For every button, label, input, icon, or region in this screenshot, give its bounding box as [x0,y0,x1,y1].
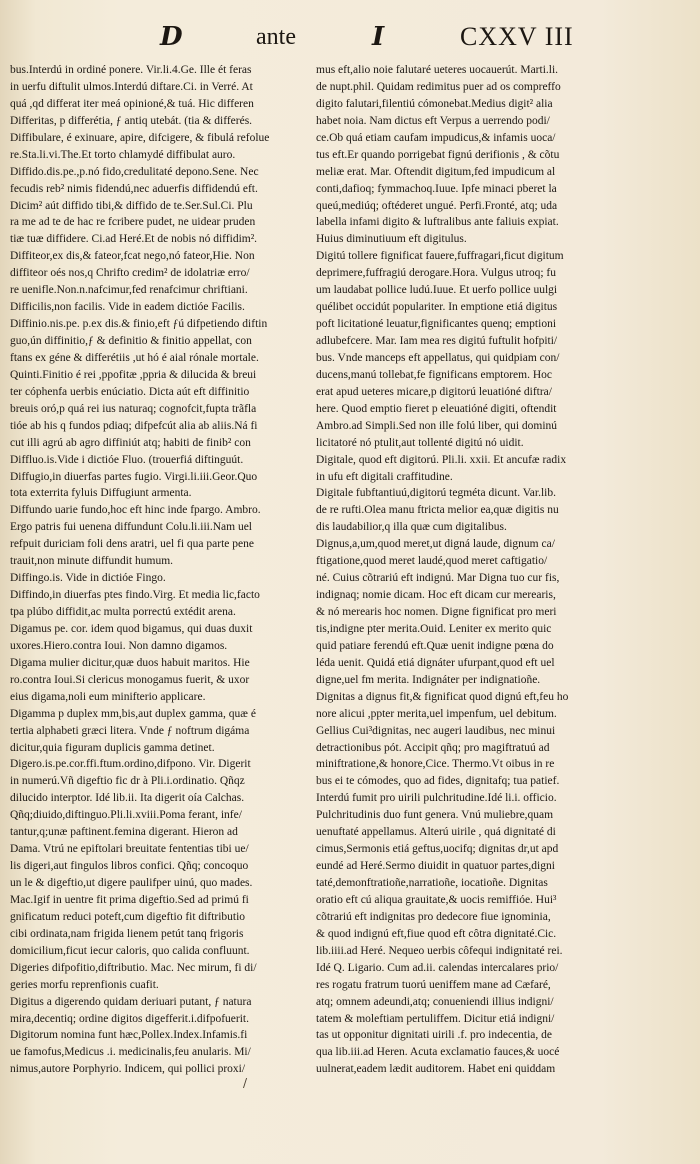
text-line: licitatoré nó ptulit,aut tollenté digitú nó uidit. [316,436,524,449]
text-line: Interdú fumit pro uirili pulchritudine.Idé li.i. officio. [316,792,557,805]
text-line: Qñq;diuido,diftinguo.Pli.li.xviii.Poma ferant, infe/ [10,809,242,822]
text-line: Dama. Vtrú ne epiftolari breuitate fententias tibi ue/ [10,843,249,856]
text-line: ce.Ob quá etiam caufam impudicus,& infamis uoca/ [316,131,556,144]
text-line: mus eft,alio noie falutaré ueteres uocauerút. Marti.li. [316,64,559,76]
text-line: fecudis reb² nimis fidendú,nec aduerfis diffidendú eft. [10,182,258,195]
text-line: uxores.Hiero.contra Ioui. Non damno digamos. [10,639,228,652]
text-line: Idé Q. Ligario. Cum ad.ii. calendas intercalares prio/ [316,961,559,974]
text-line: Differitas, p differétia, ƒ antiq utebát. (tia & differés. [10,114,253,127]
text-line: dicitur,quia figuram duplicis gamma detinet. [10,741,215,754]
text-line: Huius diminutiuum eft digitulus. [316,233,467,246]
text-line: here. Quod emptio fieret p eleuatióné digiti, oftendit [316,402,557,415]
text-line: um laudabat pollice ludú.Iuue. Et uerfo pollice uulgi [316,284,558,297]
text-line: ftans ex géne & differétiis ,ut hó é aial rónale mortale. [10,351,259,364]
text-line: tióe ab his q fundos pdiaq; difpefcút alia ab aliis.Ná fi [10,419,258,432]
text-line: refpuit duriciam foli dens aratri, uel fi qua parte pene [10,538,254,551]
text-line: tis,indigne pter merita.Ouid. Leniter ex merito quic [316,622,552,635]
text-line: Dignus,a,um,quod meret,ut digná laude, dignum ca/ [316,538,555,551]
text-line: cimus,Sermonis etiá geftus,uocifq; dignitas dr,ut apd [316,843,559,856]
text-line: erat apud ueteres micare,p digitorú leuatióné diftra/ [316,385,552,398]
right-text-column [316,62,686,1078]
text-line: bus ei te cómodes, quo ad fides, dignitafq; tua patief. [316,775,560,788]
text-line: geries morfu reprenfionis cuafit. [10,978,159,991]
text-line: cibi ordinata,nam frigida lienem petút tanq frigoris [10,927,244,940]
text-line: Dignitas a dignus fit,& fignificat quod dignú eft,feu ho [316,690,569,703]
text-line: qua lib.iii.ad Heren. Acuta exclamatio fauces,& uocé [316,1046,560,1059]
text-line: gnificatum reduci poteft,cum digeftio fit diftributio [10,910,246,923]
text-line: lis digeri,aut fingulos libros confici. Qñq; concoquo [10,860,249,873]
text-line: in uerfu diftulit ulmos.Interdú diftare.Ci. in Verré. At [10,80,253,93]
text-line: detractionibus pót. Accipit qñq; pro magiftratuú ad [316,741,550,754]
text-line: tantur,q;unæ paftinent.femina digerant. Hieron ad [10,826,238,839]
text-line: digito falutari,filentiú cómonebat.Medius digit² alia [316,97,553,110]
text-line: indignaq; nomie dicam. Hoc eft dicam cur merearis, [316,589,556,602]
text-line: ue famofus,Medicus .i. medicinalis,feu anularis. Mi/ [10,1046,251,1059]
text-line: meliæ erat. Mar. Oftendit digitum,fed impudicum al [316,165,556,178]
text-line: Digamma p duplex mm,bis,aut duplex gamma, quæ é [10,707,256,720]
text-line: Diffluo.is.Vide i dictióe Fluo. (trouerfiá diftinguút. [10,453,244,466]
text-line: bus. Vnde manceps eft appellatus, qui quidpiam con/ [316,351,560,364]
text-line: Difficilis,non facilis. Vide in eadem dictióe Facilis. [10,301,245,314]
text-line: digne,uel fm merita. Indignáter per indignatioñe. [316,673,541,686]
text-line: uulnerat,eadem lædit auditorem. Habet eni quiddam [316,1063,556,1076]
text-line: Dicim² aút diffido tibi,& diffido de te.Ser.Sul.Ci. Plu [10,199,253,212]
text-line: cõtrariú eft indignitas pro dedecore fiue ignominia, [316,910,551,923]
text-line: & nó merearis hoc nomen. Digne fignificat pro meri [316,606,557,618]
text-line: Pulchritudinis duo funt genera. Vnú muliebre,quam [316,809,554,822]
text-line: deprimere,fuffragiú derogare.Hora. Vulgus utroq; fu [316,267,556,280]
text-line: tertia alphabeti græci litera. Vnde ƒ noftrum digáma [10,724,250,737]
text-line: Diffinio.nis.pe. p.ex dis.& finio,eft ƒú difpetiendo diftin [10,318,268,331]
text-line: Digitale fubftantiuú,digitorú tegméta dicunt. Var.lib. [316,487,556,500]
text-line: trauit,non minute diffundit humum. [10,555,174,568]
text-line: breuis oró,p quá rei ius naturaq; cognofcit,fupta trãfla [10,402,257,415]
header-word: ante [256,24,296,50]
text-line: miniftratione,& honore,Cice. Thermo.Vt oibus in re [316,758,555,771]
text-line: Diffingo.is. Vide in dictióe Fingo. [10,572,166,585]
text-line: né. Cuius cõtrariú eft indignú. Mar Digna tuo cur fis, [316,572,560,585]
text-line: Diffibulare, é exinuare, apire, difcigere, & fibulá refolue [10,131,270,144]
text-line: in numerú.Vñ digeftio fic dr à Pli.i.ordinatio. Qñqz [10,775,245,788]
text-line: Digitú tollere fignificat fauere,fuffragari,ficut digitum [316,250,564,263]
text-line: queú,mediúq; oftéderet ungué. Perfi.Fronté, atq; uda [316,199,558,212]
running-header [160,22,620,58]
text-line: domicilium,ficut iecur caloris, quo calida confluunt. [10,944,250,957]
text-line: ter cóphenfa uerbis enúciatio. Dicta aút eft diffinitio [10,385,250,398]
folio-number: CXXV III [460,22,574,51]
text-line: habet noia. Nam dictus eft Verpus a uerrendo podi/ [316,114,550,127]
text-line: tus eft.Er quando porrigebat fignú derifionis , & cõtu [316,148,560,161]
text-line: un le & digeftio,ut digere paulifper uinú, quo mades. [10,877,253,889]
text-line: bus.Interdú in ordiné ponere. Vir.li.4.Ge. Ille ét feras [10,64,252,76]
text-line: Digitus a digerendo quidam deriuari putant, ƒ natura [10,995,252,1008]
text-line: Digeries difpofitio,diftributio. Mac. Nec mirum, fi di/ [10,961,257,974]
header-initial-right: I [372,22,385,52]
header-initial-left: D [160,22,183,52]
text-line: Diffundo uarie fundo,hoc eft hinc inde fpargo. Ambro. [10,504,261,517]
text-line: dilucido interptor. Idé lib.ii. Ita digerit oía Calchas. [10,792,245,805]
text-line: ra me ad te de hac re fcribere pudet, ne uidear pruden [10,216,256,229]
text-line: Digitorum nomina funt hæc,Pollex.Index.Infamis.fi [10,1029,248,1042]
text-line: dis laudabilior,q illa quæ cum digitalibus. [316,521,507,534]
text-line: cut illi agrú ab agro diffiniút atq; habiti de finib² con [10,436,251,449]
text-line: lib.iiii.ad Heré. Nequeo uerbis côfequi indignitaté rei. [316,944,563,957]
text-line: Ergo patris fui uenena diffundunt Colu.li.iii.Nam uel [10,521,252,534]
text-line: eundé ad Heré.Sermo diuidit in quatuor partes,digni [316,860,555,873]
text-line: ftigatione,quod meret laudé,quod meret caftigatio/ [316,555,548,568]
text-line: eius digama,noli eum minifterio applicare. [10,690,206,703]
text-line: in ufu eft digitali craffitudine. [316,470,453,483]
text-line: Digama mulier dicitur,quæ duos habuit maritos. Hie [10,656,250,669]
text-line: uenuftaté appellamus. Alterú uirile , quá dignitaté di [316,826,556,839]
text-line: tatem & moleftiam pertuliffem. Dicitur etiá indigni/ [316,1012,555,1025]
text-line: Diffindo,in diuerfas ptes findo.Virg. Et media lic,facto [10,589,260,602]
text-line: tpa plúbo diffidit,ac multa porrectú extédit arena. [10,606,236,618]
text-line: re.Sta.li.vi.The.Et torto chlamydé diffibulat auro. [10,148,236,161]
text-line: tiæ tuæ diffidere. Ci.ad Heré.Et de nobis nó diffidim². [10,233,258,246]
text-line: guo,ún diffinitio,ƒ & definitio & finitio appellat, con [10,335,252,347]
text-line: mira,decentiq; ordine digitos digefferit.i.difpofuerit. [10,1012,249,1025]
text-line: adlubefcere. Mar. Iam mea res digitú fuftulit hofpiti/ [316,335,558,347]
text-line: nimus,autore Porphyrio. Indicem, qui pollici proxi/ [10,1063,246,1076]
text-line: tota exterrita fyluis Diffugiunt armenta. [10,487,192,500]
text-line: re uenifle.Non.n.nafcimur,fed renafcimur chriftiani. [10,284,248,297]
text-line: Mac.Igif in uentre fit prima digeftio.Sed ad primú fi [10,893,249,906]
text-line: taté,demonftratioñe,narratioñe, iocatioñe. Dignitas [316,877,548,889]
text-line: quá ,qd differat iter meá opinioné,& tuá. Hic differen [10,97,254,110]
text-line: Quinti.Finitio é rei ,ppofitæ ,ppria & dilucida & breui [10,368,257,381]
left-text-column [10,62,306,1078]
text-line: léda uenit. Quidá etiá dignáter ufurpant,quod eft uel [316,656,555,669]
text-line: labella infami digito & luftralibus ante faliuis expiat. [316,216,559,229]
text-line: nore alicui ,ppter merita,uel impenfum, uel debitum. [316,707,557,720]
text-line: & quod indignú eft,fiue quod eft côtra dignitaté.Cic. [316,927,557,940]
text-line: Gellius Cui³dignitas, nec augeri laudibus, nec minui [316,724,556,737]
text-line: Diffugio,in diuerfas partes fugio. Virgi.li.iii.Geor.Quo [10,470,258,483]
text-line: de nupt.phil. Quidam redimitus puer ad os compreffo [316,80,561,93]
text-line: ducens,manú tollebat,fe fignificans emptorem. Hoc [316,368,552,381]
text-line: ro.contra Ioui.Si clericus monogamus fuerit, & uxor [10,673,250,686]
text-line: quélibet occidút populariter. In emptione etiá digitus [316,301,558,314]
text-line: Digamus pe. cor. idem quod bigamus, qui duas duxit [10,622,253,635]
text-line: Digitale, quod eft digitorú. Pli.li. xxii. Et ancufæ radix [316,453,567,466]
text-line: poft licitationé leuatur,fignificantes quenq; emptioni [316,318,557,331]
text-line: oratio eft cú aliqua grauitate,& uocis remiffióe. Hui³ [316,893,557,906]
text-line: Ambro.ad Simpli.Sed non ille folú liber, qui dominú [316,419,558,432]
text-line: Digero.is.pe.cor.ffi.ftum.ordino,difpono. Vir. Digerit [10,758,251,771]
page-mark: / [243,1076,248,1090]
text-line: Diffido.dis.pe.,p.nó fido,credulitaté depono.Sene. Nec [10,165,259,178]
text-line: res rogatu fratrum tuorú ueniffem mane ad Cæfaré, [316,978,551,991]
text-line: de re rufti.Olea manu ftricta melior ea,quæ digitis nu [316,504,559,517]
text-line: atq; omnem adeundi,atq; conueniendi illius indigni/ [316,995,554,1008]
text-line: tas ut opponitur dignitati uirili .f. pro indecentia, de [316,1029,553,1042]
text-line: Diffiteor,ex dis,& fateor,fcat nego,nó fateor,Hie. Non [10,250,255,263]
text-line: quid patiare ferendú eft.Quæ uenit indigne pœna do [316,639,554,652]
text-line: diffiteor oés nos,q Chrifto credim² de idolatriæ erro/ [10,267,250,280]
text-line: conti,dafioq; fymmachoq.Iuue. Ipfe minaci pberet la [316,182,557,195]
